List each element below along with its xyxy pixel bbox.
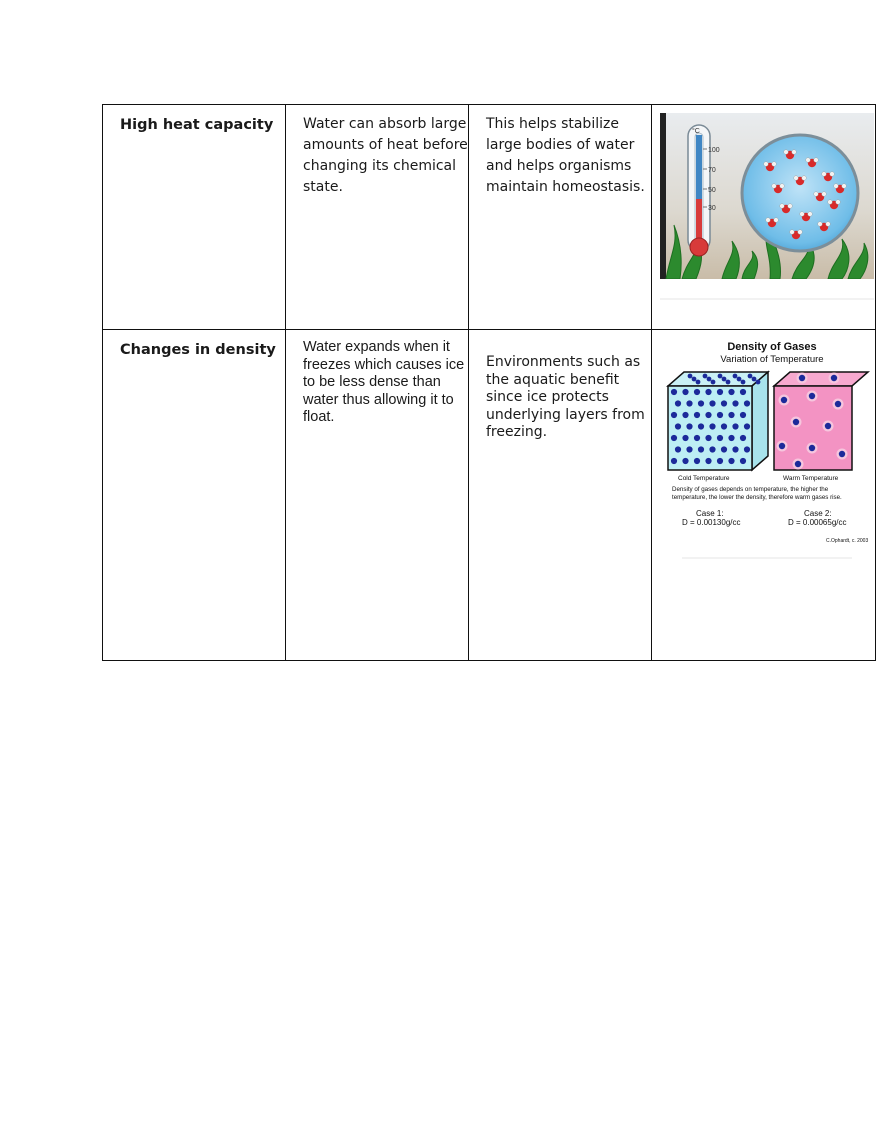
- text-line: changing its chemical: [303, 158, 457, 174]
- hydrogen-atom: [822, 192, 827, 197]
- gas-particle: [740, 389, 746, 395]
- gas-particle: [721, 423, 727, 429]
- gas-particle: [795, 461, 801, 467]
- svg-text:70: 70: [708, 167, 716, 174]
- gas-particle: [709, 400, 715, 406]
- gas-particle: [682, 412, 688, 418]
- text-line: maintain homeostasis.: [486, 179, 645, 195]
- hydrogen-atom: [790, 230, 795, 235]
- svg-text:°C: °C: [692, 128, 700, 135]
- gas-particle: [707, 377, 712, 382]
- gas-particle: [671, 412, 677, 418]
- svg-text:D = 0.00065g/cc: D = 0.00065g/cc: [788, 518, 847, 527]
- gas-particle: [709, 446, 715, 452]
- hydrogen-atom: [766, 218, 771, 223]
- gas-particle: [698, 423, 704, 429]
- text-line: freezes which causes ice: [303, 356, 465, 373]
- gas-particle: [831, 375, 837, 381]
- property-name: High heat capacity: [120, 117, 274, 133]
- warm-cube-icon: [774, 372, 868, 470]
- table-row: [103, 330, 875, 660]
- gas-particle: [709, 423, 715, 429]
- illustration-cell: [652, 330, 875, 660]
- gas-particle: [682, 458, 688, 464]
- description-cell: [286, 105, 469, 329]
- text-line: amounts of heat before: [303, 137, 468, 153]
- gas-particle: [839, 451, 845, 457]
- figure-subtitle: Variation of Temperature: [720, 354, 824, 365]
- gas-particle: [671, 435, 677, 441]
- gas-particle: [728, 458, 734, 464]
- gas-particle: [718, 374, 723, 379]
- text-line: float.: [303, 409, 335, 425]
- description-cell: [286, 330, 469, 660]
- gas-particle: [696, 380, 701, 385]
- gas-particle: [809, 393, 815, 399]
- gas-particle: [726, 380, 731, 385]
- property-cell: [103, 105, 286, 329]
- gas-particle: [741, 380, 746, 385]
- gas-particle: [717, 412, 723, 418]
- text-line: the aquatic benefit: [486, 371, 620, 388]
- hydrogen-atom: [828, 200, 833, 205]
- gas-particle: [686, 400, 692, 406]
- hydrogen-atom: [834, 184, 839, 189]
- svg-text:Case 1:: Case 1:: [696, 509, 724, 518]
- description-text: [303, 339, 478, 427]
- hydrogen-atom: [772, 184, 777, 189]
- gas-particle: [705, 389, 711, 395]
- hydrogen-atom: [780, 204, 785, 209]
- gas-particle: [717, 435, 723, 441]
- svg-text:Case 2:: Case 2:: [804, 509, 832, 518]
- gas-particle: [694, 389, 700, 395]
- gas-particle: [682, 389, 688, 395]
- text-line: since ice protects: [486, 389, 609, 405]
- table-row: [103, 105, 875, 330]
- gas-particle: [732, 400, 738, 406]
- svg-text:50: 50: [708, 187, 716, 194]
- gas-particle: [781, 397, 787, 403]
- gas-particle: [717, 389, 723, 395]
- text-line: freezing.: [486, 424, 548, 440]
- hydrogen-atom: [818, 222, 823, 227]
- text-line: large bodies of water: [486, 137, 635, 153]
- text-line: Water expands when it: [303, 339, 450, 355]
- importance-cell: [469, 105, 652, 329]
- hydrogen-atom: [774, 218, 779, 223]
- property-cell: [103, 330, 286, 660]
- svg-text:100: 100: [708, 147, 720, 154]
- hydrogen-atom: [802, 176, 807, 181]
- gas-particle: [694, 412, 700, 418]
- gas-particle: [711, 380, 716, 385]
- importance-text: [486, 354, 654, 442]
- gas-particle: [728, 389, 734, 395]
- gas-particle: [675, 446, 681, 452]
- gas-particle: [721, 446, 727, 452]
- hydrogen-atom: [830, 172, 835, 177]
- gas-particle: [728, 412, 734, 418]
- hydrogen-atom: [826, 222, 831, 227]
- gas-particle: [728, 435, 734, 441]
- hydrogen-atom: [814, 158, 819, 163]
- gas-particle: [752, 377, 757, 382]
- gas-particle: [732, 446, 738, 452]
- gas-particle: [721, 400, 727, 406]
- description-text: [303, 114, 478, 198]
- gas-particle: [705, 435, 711, 441]
- hydrogen-atom: [798, 230, 803, 235]
- hydrogen-atom: [792, 150, 797, 155]
- gas-particle: [809, 445, 815, 451]
- svg-text:Warm Temperature: Warm Temperature: [783, 475, 839, 482]
- gas-particle: [688, 374, 693, 379]
- hydrogen-atom: [788, 204, 793, 209]
- text-line: to be less dense than: [303, 374, 441, 390]
- svg-text:C.Ophardt, c. 2003: C.Ophardt, c. 2003: [826, 538, 869, 544]
- text-line: This helps stabilize: [486, 116, 619, 132]
- gas-particle: [682, 435, 688, 441]
- gas-particle: [740, 412, 746, 418]
- hydrogen-atom: [794, 176, 799, 181]
- hydrogen-atom: [800, 212, 805, 217]
- hydrogen-atom: [784, 150, 789, 155]
- gas-particle: [825, 423, 831, 429]
- hydrogen-atom: [814, 192, 819, 197]
- gas-particle: [779, 443, 785, 449]
- svg-text:D = 0.00130g/cc: D = 0.00130g/cc: [682, 518, 741, 527]
- svg-text:30: 30: [708, 205, 716, 212]
- text-line: and helps organisms: [486, 158, 632, 174]
- svg-text:Density of gases depends on te: Density of gases depends on temperature, the higher the: [672, 486, 829, 493]
- text-line: water thus allowing it to: [303, 391, 454, 408]
- gas-particle: [675, 400, 681, 406]
- gas-particle: [671, 458, 677, 464]
- importance-cell: [469, 330, 652, 660]
- gas-particle: [744, 400, 750, 406]
- gas-particle: [686, 423, 692, 429]
- hydrogen-atom: [764, 162, 769, 167]
- hydrogen-atom: [772, 162, 777, 167]
- svg-text:Cold Temperature: Cold Temperature: [678, 475, 730, 482]
- illustration-cell: [652, 105, 875, 329]
- svg-text:temperature, the lower the den: temperature, the lower the density, therefore warm gases rise.: [672, 494, 842, 501]
- gas-particle: [756, 380, 761, 385]
- gas-particle: [671, 389, 677, 395]
- figure-title: Density of Gases: [727, 341, 817, 353]
- properties-table: [102, 104, 876, 661]
- hydrogen-atom: [822, 172, 827, 177]
- gas-particle: [705, 458, 711, 464]
- gas-particle: [748, 374, 753, 379]
- gas-particle: [705, 412, 711, 418]
- gas-particle: [793, 419, 799, 425]
- gas-particle: [698, 446, 704, 452]
- density-of-gases-illustration: [652, 330, 875, 660]
- text-line: underlying layers from: [486, 406, 645, 423]
- gas-particle: [732, 423, 738, 429]
- importance-text: [486, 114, 654, 198]
- property-name: Changes in density: [120, 342, 276, 358]
- gas-particle: [703, 374, 708, 379]
- hydrogen-atom: [836, 200, 841, 205]
- text-line: Environments such as: [486, 354, 641, 370]
- gas-particle: [692, 377, 697, 382]
- text-line: Water can absorb large: [303, 116, 467, 132]
- hydrogen-atom: [806, 158, 811, 163]
- gas-particle: [722, 377, 727, 382]
- gas-particle: [717, 458, 723, 464]
- gas-particle: [740, 435, 746, 441]
- gas-particle: [694, 458, 700, 464]
- gas-particle: [698, 400, 704, 406]
- gas-particle: [744, 446, 750, 452]
- gas-particle: [737, 377, 742, 382]
- gas-particle: [799, 375, 805, 381]
- heat-capacity-illustration: [652, 105, 875, 328]
- cold-cube-icon: [668, 372, 768, 470]
- gas-particle: [675, 423, 681, 429]
- gas-particle: [740, 458, 746, 464]
- gas-particle: [686, 446, 692, 452]
- gas-particle: [733, 374, 738, 379]
- hydrogen-atom: [808, 212, 813, 217]
- hydrogen-atom: [842, 184, 847, 189]
- gas-particle: [835, 401, 841, 407]
- text-line: state.: [303, 179, 343, 195]
- gas-particle: [744, 423, 750, 429]
- gas-particle: [694, 435, 700, 441]
- hydrogen-atom: [780, 184, 785, 189]
